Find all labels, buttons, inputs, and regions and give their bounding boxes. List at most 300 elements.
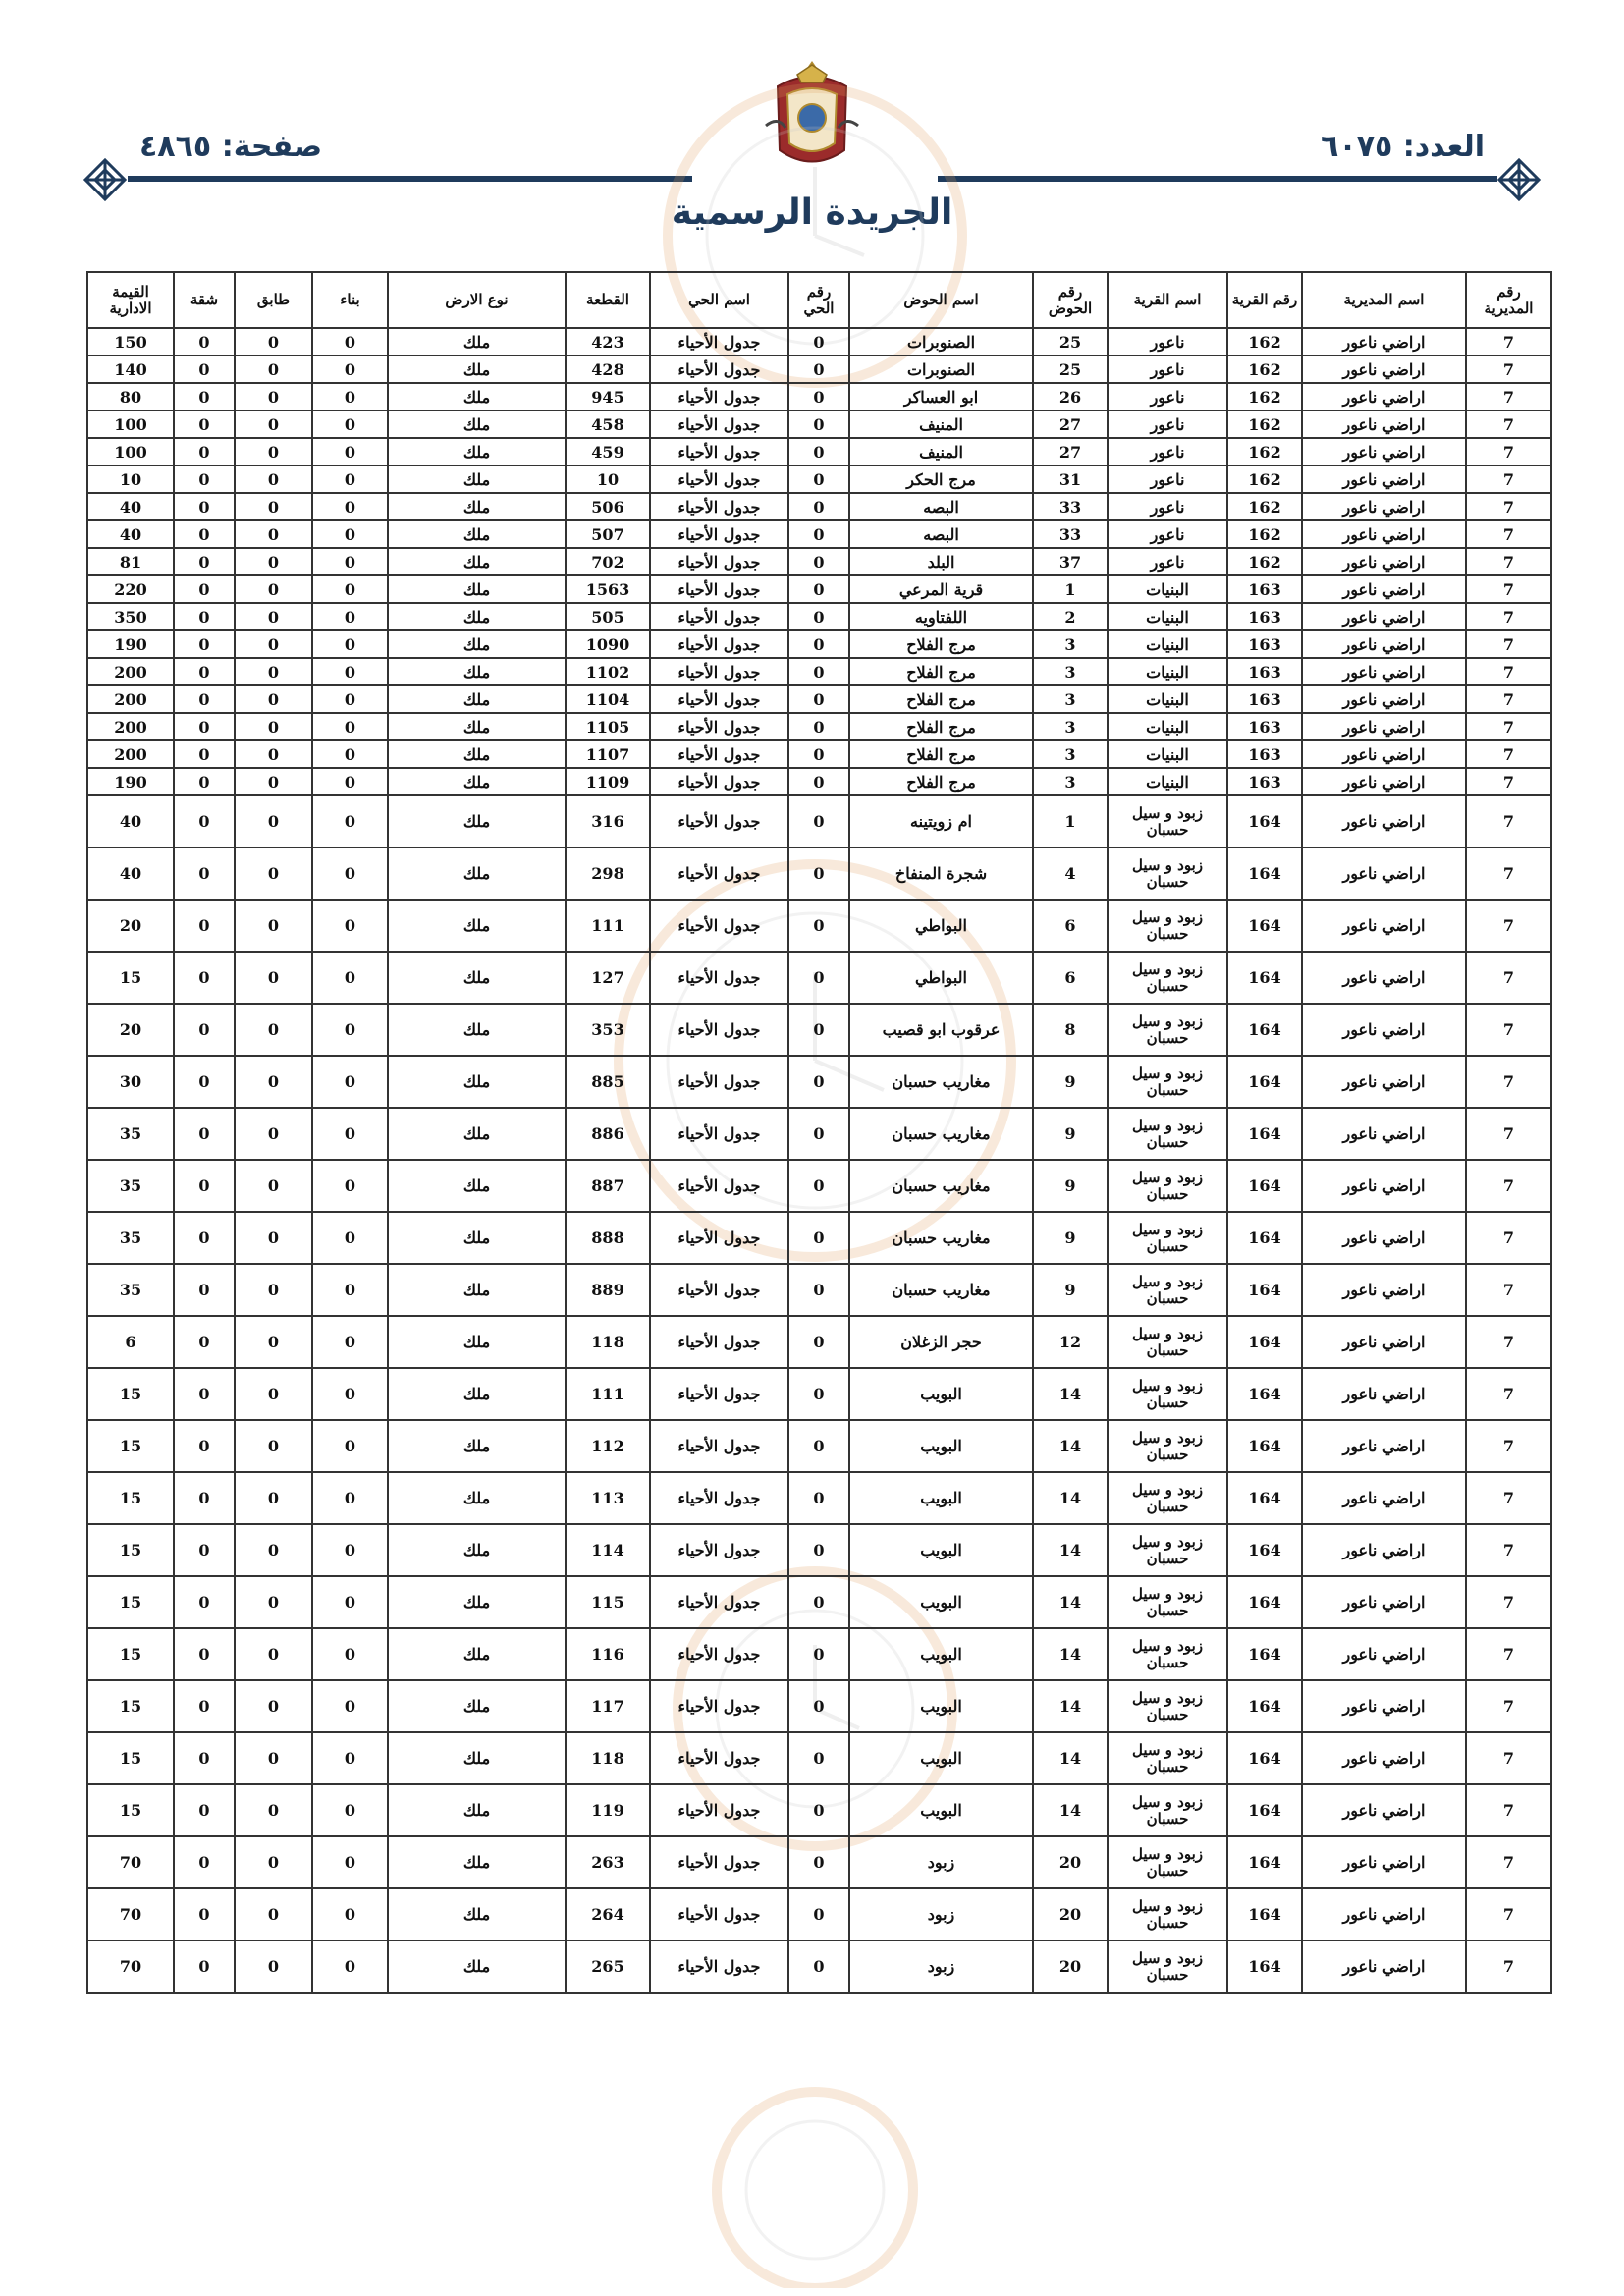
table-cell: 9 (1033, 1160, 1108, 1212)
table-cell: 7 (1466, 1004, 1551, 1056)
table-cell: 9 (1033, 1108, 1108, 1160)
table-cell: 0 (312, 685, 388, 713)
table-cell: 9 (1033, 1212, 1108, 1264)
table-cell: 0 (235, 328, 312, 355)
table-cell: 163 (1227, 603, 1302, 630)
table-cell: 164 (1227, 1576, 1302, 1628)
table-cell: ملك (388, 1680, 566, 1732)
table-cell: 7 (1466, 383, 1551, 410)
table-cell: 7 (1466, 952, 1551, 1004)
table-body (87, 328, 1551, 1993)
column-header: اسم الحوض (849, 272, 1033, 328)
table-cell: 0 (174, 1056, 235, 1108)
table-row (87, 383, 1551, 410)
table-cell: 7 (1466, 658, 1551, 685)
table-cell: 0 (312, 1420, 388, 1472)
table-cell: زبود و سيل حسبان (1108, 1836, 1227, 1888)
table-cell: 0 (312, 603, 388, 630)
table-cell: 0 (788, 1004, 849, 1056)
table-cell: ملك (388, 520, 566, 548)
table-cell: 0 (788, 713, 849, 740)
table-cell: اراضي ناعور (1302, 383, 1466, 410)
table-cell: 3 (1033, 740, 1108, 768)
table-cell: 0 (788, 410, 849, 438)
table-cell: البويب (849, 1524, 1033, 1576)
table-cell: ناعور (1108, 548, 1227, 575)
table-cell: زبود و سيل حسبان (1108, 1628, 1227, 1680)
table-cell: 114 (566, 1524, 650, 1576)
table-cell: 164 (1227, 1784, 1302, 1836)
table-cell: جدول الأحياء (650, 1316, 788, 1368)
table-cell: 163 (1227, 685, 1302, 713)
table-cell: 0 (788, 1420, 849, 1472)
table-cell: 7 (1466, 1524, 1551, 1576)
table-cell: 9 (1033, 1056, 1108, 1108)
table-cell: 14 (1033, 1784, 1108, 1836)
table-row (87, 493, 1551, 520)
table-cell: اراضي ناعور (1302, 713, 1466, 740)
table-cell: زبود و سيل حسبان (1108, 1212, 1227, 1264)
table-cell: 0 (235, 1628, 312, 1680)
table-cell: جدول الأحياء (650, 493, 788, 520)
table-cell: 7 (1466, 713, 1551, 740)
column-header: بناء (312, 272, 388, 328)
table-cell: 0 (312, 355, 388, 383)
table-cell: 164 (1227, 1160, 1302, 1212)
table-cell: 7 (1466, 630, 1551, 658)
table-cell: 0 (174, 1160, 235, 1212)
table-cell: 111 (566, 900, 650, 952)
table-cell: 7 (1466, 355, 1551, 383)
table-cell: 27 (1033, 438, 1108, 465)
table-cell: 1107 (566, 740, 650, 768)
table-cell: 0 (312, 1836, 388, 1888)
table-cell: زبود و سيل حسبان (1108, 795, 1227, 847)
table-cell: 0 (174, 465, 235, 493)
table-cell: زبود و سيل حسبان (1108, 1784, 1227, 1836)
table-cell: 0 (312, 1628, 388, 1680)
table-cell: 7 (1466, 438, 1551, 465)
table-cell: 0 (174, 548, 235, 575)
table-cell: 0 (788, 795, 849, 847)
table-cell: زبود (849, 1836, 1033, 1888)
table-cell: 888 (566, 1212, 650, 1264)
table-cell: البلد (849, 548, 1033, 575)
table-cell: 0 (788, 1108, 849, 1160)
table-cell: 298 (566, 847, 650, 900)
table-cell: البصه (849, 493, 1033, 520)
table-cell: اراضي ناعور (1302, 1732, 1466, 1784)
table-cell: جدول الأحياء (650, 328, 788, 355)
table-cell: ملك (388, 493, 566, 520)
table-cell: 0 (174, 952, 235, 1004)
table-cell: 163 (1227, 740, 1302, 768)
table-cell: البنيات (1108, 685, 1227, 713)
table-cell: مرج الفلاح (849, 740, 1033, 768)
table-cell: 35 (87, 1264, 174, 1316)
table-cell: 0 (788, 952, 849, 1004)
table-cell: 33 (1033, 520, 1108, 548)
table-cell: 162 (1227, 328, 1302, 355)
table-cell: 150 (87, 328, 174, 355)
table-cell: 0 (235, 847, 312, 900)
table-cell: ملك (388, 548, 566, 575)
table-row (87, 713, 1551, 740)
table-cell: اراضي ناعور (1302, 1680, 1466, 1732)
table-cell: 0 (235, 1472, 312, 1524)
table-cell: ملك (388, 1576, 566, 1628)
table-cell: زبود و سيل حسبان (1108, 1888, 1227, 1941)
table-cell: اراضي ناعور (1302, 603, 1466, 630)
table-cell: ملك (388, 768, 566, 795)
table-cell: 6 (1033, 952, 1108, 1004)
table-cell: 0 (312, 1160, 388, 1212)
table-cell: جدول الأحياء (650, 900, 788, 952)
table-cell: 118 (566, 1732, 650, 1784)
table-cell: البنيات (1108, 713, 1227, 740)
table-cell: 70 (87, 1888, 174, 1941)
table-cell: اراضي ناعور (1302, 685, 1466, 713)
table-cell: اراضي ناعور (1302, 1004, 1466, 1056)
table-cell: 316 (566, 795, 650, 847)
table-cell: 0 (788, 740, 849, 768)
table-cell: 0 (235, 740, 312, 768)
table-cell: 0 (174, 328, 235, 355)
table-cell: مغاريب حسبان (849, 1212, 1033, 1264)
header-rule-left (128, 176, 692, 182)
table-row (87, 768, 1551, 795)
table-cell: 7 (1466, 1212, 1551, 1264)
table-cell: 164 (1227, 795, 1302, 847)
table-cell: 7 (1466, 1784, 1551, 1836)
table-cell: 0 (788, 520, 849, 548)
table-cell: 0 (174, 1420, 235, 1472)
table-cell: اراضي ناعور (1302, 1888, 1466, 1941)
table-cell: زبود و سيل حسبان (1108, 900, 1227, 952)
table-cell: 0 (312, 548, 388, 575)
table-cell: اراضي ناعور (1302, 548, 1466, 575)
table-cell: ملك (388, 575, 566, 603)
table-cell: 0 (788, 1212, 849, 1264)
table-cell: 0 (174, 1628, 235, 1680)
table-cell: 9 (1033, 1264, 1108, 1316)
table-cell: 0 (235, 383, 312, 410)
table-cell: 0 (235, 548, 312, 575)
table-row (87, 1160, 1551, 1212)
table-cell: 0 (312, 1732, 388, 1784)
table-cell: اراضي ناعور (1302, 355, 1466, 383)
table-cell: ملك (388, 630, 566, 658)
table-cell: ملك (388, 1941, 566, 1993)
table-cell: 7 (1466, 1472, 1551, 1524)
table-cell: 0 (235, 1888, 312, 1941)
table-cell: 1 (1033, 795, 1108, 847)
table-cell: جدول الأحياء (650, 1732, 788, 1784)
table-cell: ناعور (1108, 520, 1227, 548)
table-cell: جدول الأحياء (650, 1108, 788, 1160)
table-cell: ملك (388, 1784, 566, 1836)
table-cell: 190 (87, 768, 174, 795)
table-row (87, 1004, 1551, 1056)
table-cell: ملك (388, 328, 566, 355)
table-cell: 7 (1466, 1680, 1551, 1732)
table-cell: البنيات (1108, 768, 1227, 795)
table-cell: ملك (388, 658, 566, 685)
table-row (87, 1264, 1551, 1316)
table-row (87, 1420, 1551, 1472)
table-cell: اللفتاويه (849, 603, 1033, 630)
table-cell: 164 (1227, 1004, 1302, 1056)
table-cell: اراضي ناعور (1302, 1212, 1466, 1264)
header-rule-right (938, 176, 1497, 182)
table-cell: اراضي ناعور (1302, 768, 1466, 795)
table-cell: 162 (1227, 493, 1302, 520)
table-cell: 886 (566, 1108, 650, 1160)
table-cell: 0 (235, 1784, 312, 1836)
table-cell: البويب (849, 1472, 1033, 1524)
table-cell: 0 (174, 410, 235, 438)
table-cell: البويب (849, 1680, 1033, 1732)
table-cell: 0 (312, 1108, 388, 1160)
table-cell: جدول الأحياء (650, 575, 788, 603)
column-header: شقة (174, 272, 235, 328)
table-cell: اراضي ناعور (1302, 1108, 1466, 1160)
table-cell: مغاريب حسبان (849, 1108, 1033, 1160)
table-cell: 7 (1466, 1264, 1551, 1316)
table-cell: 0 (174, 713, 235, 740)
table-cell: ابو العساكر (849, 383, 1033, 410)
table-cell: جدول الأحياء (650, 1628, 788, 1680)
table-cell: ملك (388, 1472, 566, 1524)
table-cell: 164 (1227, 1888, 1302, 1941)
table-cell: جدول الأحياء (650, 1264, 788, 1316)
table-cell: 0 (174, 355, 235, 383)
table-cell: 0 (312, 328, 388, 355)
table-cell: 25 (1033, 328, 1108, 355)
table-cell: جدول الأحياء (650, 1680, 788, 1732)
table-cell: 200 (87, 658, 174, 685)
table-cell: 14 (1033, 1680, 1108, 1732)
table-cell: 0 (235, 410, 312, 438)
table-cell: زبود و سيل حسبان (1108, 1004, 1227, 1056)
table-cell: 0 (788, 1056, 849, 1108)
table-cell: 428 (566, 355, 650, 383)
table-cell: 0 (235, 465, 312, 493)
table-cell: 112 (566, 1420, 650, 1472)
table-cell: 10 (566, 465, 650, 493)
table-cell: 14 (1033, 1368, 1108, 1420)
table-cell: 7 (1466, 847, 1551, 900)
table-cell: 0 (788, 1264, 849, 1316)
table-row (87, 1784, 1551, 1836)
table-cell: 3 (1033, 630, 1108, 658)
table-cell: جدول الأحياء (650, 520, 788, 548)
table-cell: 0 (235, 1108, 312, 1160)
table-cell: مغاريب حسبان (849, 1160, 1033, 1212)
table-cell: اراضي ناعور (1302, 520, 1466, 548)
land-valuation-table (86, 271, 1552, 1994)
issue-number: العدد: ٦٠٧٥ (1321, 130, 1485, 164)
table-cell: 0 (174, 1680, 235, 1732)
table-cell: ملك (388, 1056, 566, 1108)
table-cell: 0 (312, 713, 388, 740)
table-cell: 35 (87, 1212, 174, 1264)
table-cell: 7 (1466, 1316, 1551, 1368)
table-cell: ملك (388, 410, 566, 438)
table-cell: اراضي ناعور (1302, 1941, 1466, 1993)
table-cell: 162 (1227, 465, 1302, 493)
table-cell: 0 (312, 383, 388, 410)
table-cell: 505 (566, 603, 650, 630)
table-cell: 0 (174, 1108, 235, 1160)
table-cell: 0 (312, 1316, 388, 1368)
table-cell: 0 (235, 1004, 312, 1056)
table-cell: البواطي (849, 952, 1033, 1004)
table-cell: زبود و سيل حسبان (1108, 1732, 1227, 1784)
table-cell: 885 (566, 1056, 650, 1108)
table-cell: زبود و سيل حسبان (1108, 1056, 1227, 1108)
table-cell: مغاريب حسبان (849, 1264, 1033, 1316)
table-cell: 7 (1466, 465, 1551, 493)
table-cell: 163 (1227, 658, 1302, 685)
table-cell: 15 (87, 952, 174, 1004)
table-cell: 163 (1227, 768, 1302, 795)
table-cell: البنيات (1108, 575, 1227, 603)
table-cell: المنيف (849, 410, 1033, 438)
table-cell: ملك (388, 847, 566, 900)
table-cell: مرج الحكر (849, 465, 1033, 493)
table-cell: 33 (1033, 493, 1108, 520)
table-cell: 164 (1227, 952, 1302, 1004)
table-cell: 15 (87, 1628, 174, 1680)
table-row (87, 1472, 1551, 1524)
table-cell: 15 (87, 1784, 174, 1836)
table-cell: اراضي ناعور (1302, 1576, 1466, 1628)
table-cell: 164 (1227, 1368, 1302, 1420)
table-cell: 35 (87, 1160, 174, 1212)
table-cell: جدول الأحياء (650, 383, 788, 410)
table-cell: 20 (87, 1004, 174, 1056)
table-cell: 7 (1466, 1888, 1551, 1941)
table-row (87, 465, 1551, 493)
table-cell: زبود و سيل حسبان (1108, 952, 1227, 1004)
table-cell: 1104 (566, 685, 650, 713)
table-cell: اراضي ناعور (1302, 1420, 1466, 1472)
table-cell: اراضي ناعور (1302, 740, 1466, 768)
table-cell: 200 (87, 713, 174, 740)
table-cell: 164 (1227, 900, 1302, 952)
table-cell: زبود (849, 1941, 1033, 1993)
table-cell: جدول الأحياء (650, 1368, 788, 1420)
table-cell: جدول الأحياء (650, 1420, 788, 1472)
table-cell: جدول الأحياء (650, 1784, 788, 1836)
table-cell: 0 (312, 658, 388, 685)
table-cell: 0 (312, 1576, 388, 1628)
table-row (87, 1316, 1551, 1368)
table-cell: 0 (174, 1576, 235, 1628)
table-cell: 14 (1033, 1420, 1108, 1472)
table-cell: 0 (788, 1576, 849, 1628)
table-cell: اراضي ناعور (1302, 847, 1466, 900)
table-cell: البويب (849, 1628, 1033, 1680)
table-cell: 164 (1227, 1628, 1302, 1680)
table-cell: 162 (1227, 410, 1302, 438)
table-cell: 0 (174, 900, 235, 952)
table-cell: الصنوبرات (849, 355, 1033, 383)
table-cell: زبود و سيل حسبان (1108, 847, 1227, 900)
table-cell: 0 (788, 685, 849, 713)
table-cell: 887 (566, 1160, 650, 1212)
table-cell: 15 (87, 1576, 174, 1628)
table-cell: 117 (566, 1680, 650, 1732)
table-cell: 1 (1033, 575, 1108, 603)
table-cell: 0 (174, 658, 235, 685)
table-cell: حجر الزغلان (849, 1316, 1033, 1368)
table-cell: 7 (1466, 1108, 1551, 1160)
table-cell: 0 (174, 493, 235, 520)
table-row (87, 1732, 1551, 1784)
table-cell: 164 (1227, 1316, 1302, 1368)
table-cell: 0 (788, 1524, 849, 1576)
table-cell: البويب (849, 1420, 1033, 1472)
table-cell: 163 (1227, 630, 1302, 658)
table-cell: 0 (788, 847, 849, 900)
column-header: رقم المديرية (1466, 272, 1551, 328)
table-cell: زبود و سيل حسبان (1108, 1368, 1227, 1420)
table-row (87, 548, 1551, 575)
table-cell: 164 (1227, 1420, 1302, 1472)
table-cell: 163 (1227, 713, 1302, 740)
table-cell: جدول الأحياء (650, 1836, 788, 1888)
table-cell: 0 (788, 1732, 849, 1784)
table-cell: 15 (87, 1732, 174, 1784)
table-row (87, 355, 1551, 383)
table-cell: 70 (87, 1836, 174, 1888)
table-cell: 0 (235, 1368, 312, 1420)
table-cell: 0 (788, 1784, 849, 1836)
table-cell: 0 (788, 465, 849, 493)
table-cell: 0 (788, 900, 849, 952)
table-cell: 0 (174, 1524, 235, 1576)
table-cell: 0 (235, 355, 312, 383)
table-cell: 31 (1033, 465, 1108, 493)
table-cell: اراضي ناعور (1302, 438, 1466, 465)
table-cell: 0 (788, 1368, 849, 1420)
table-cell: 0 (788, 1836, 849, 1888)
table-cell: ملك (388, 1316, 566, 1368)
table-cell: 0 (312, 847, 388, 900)
table-cell: 0 (235, 795, 312, 847)
table-cell: جدول الأحياء (650, 1056, 788, 1108)
table-cell: ملك (388, 438, 566, 465)
table-cell: 220 (87, 575, 174, 603)
table-cell: 0 (174, 575, 235, 603)
table-cell: 0 (235, 1941, 312, 1993)
table-cell: 3 (1033, 685, 1108, 713)
table-cell: 702 (566, 548, 650, 575)
table-cell: 164 (1227, 1056, 1302, 1108)
table-cell: زبود و سيل حسبان (1108, 1420, 1227, 1472)
table-cell: 0 (312, 438, 388, 465)
table-cell: زبود و سيل حسبان (1108, 1264, 1227, 1316)
table-cell: 200 (87, 685, 174, 713)
table-cell: 0 (312, 575, 388, 603)
table-cell: البنيات (1108, 740, 1227, 768)
table-cell: 0 (312, 900, 388, 952)
table-cell: ناعور (1108, 383, 1227, 410)
table-cell: 0 (174, 1316, 235, 1368)
table-cell: 0 (174, 1732, 235, 1784)
